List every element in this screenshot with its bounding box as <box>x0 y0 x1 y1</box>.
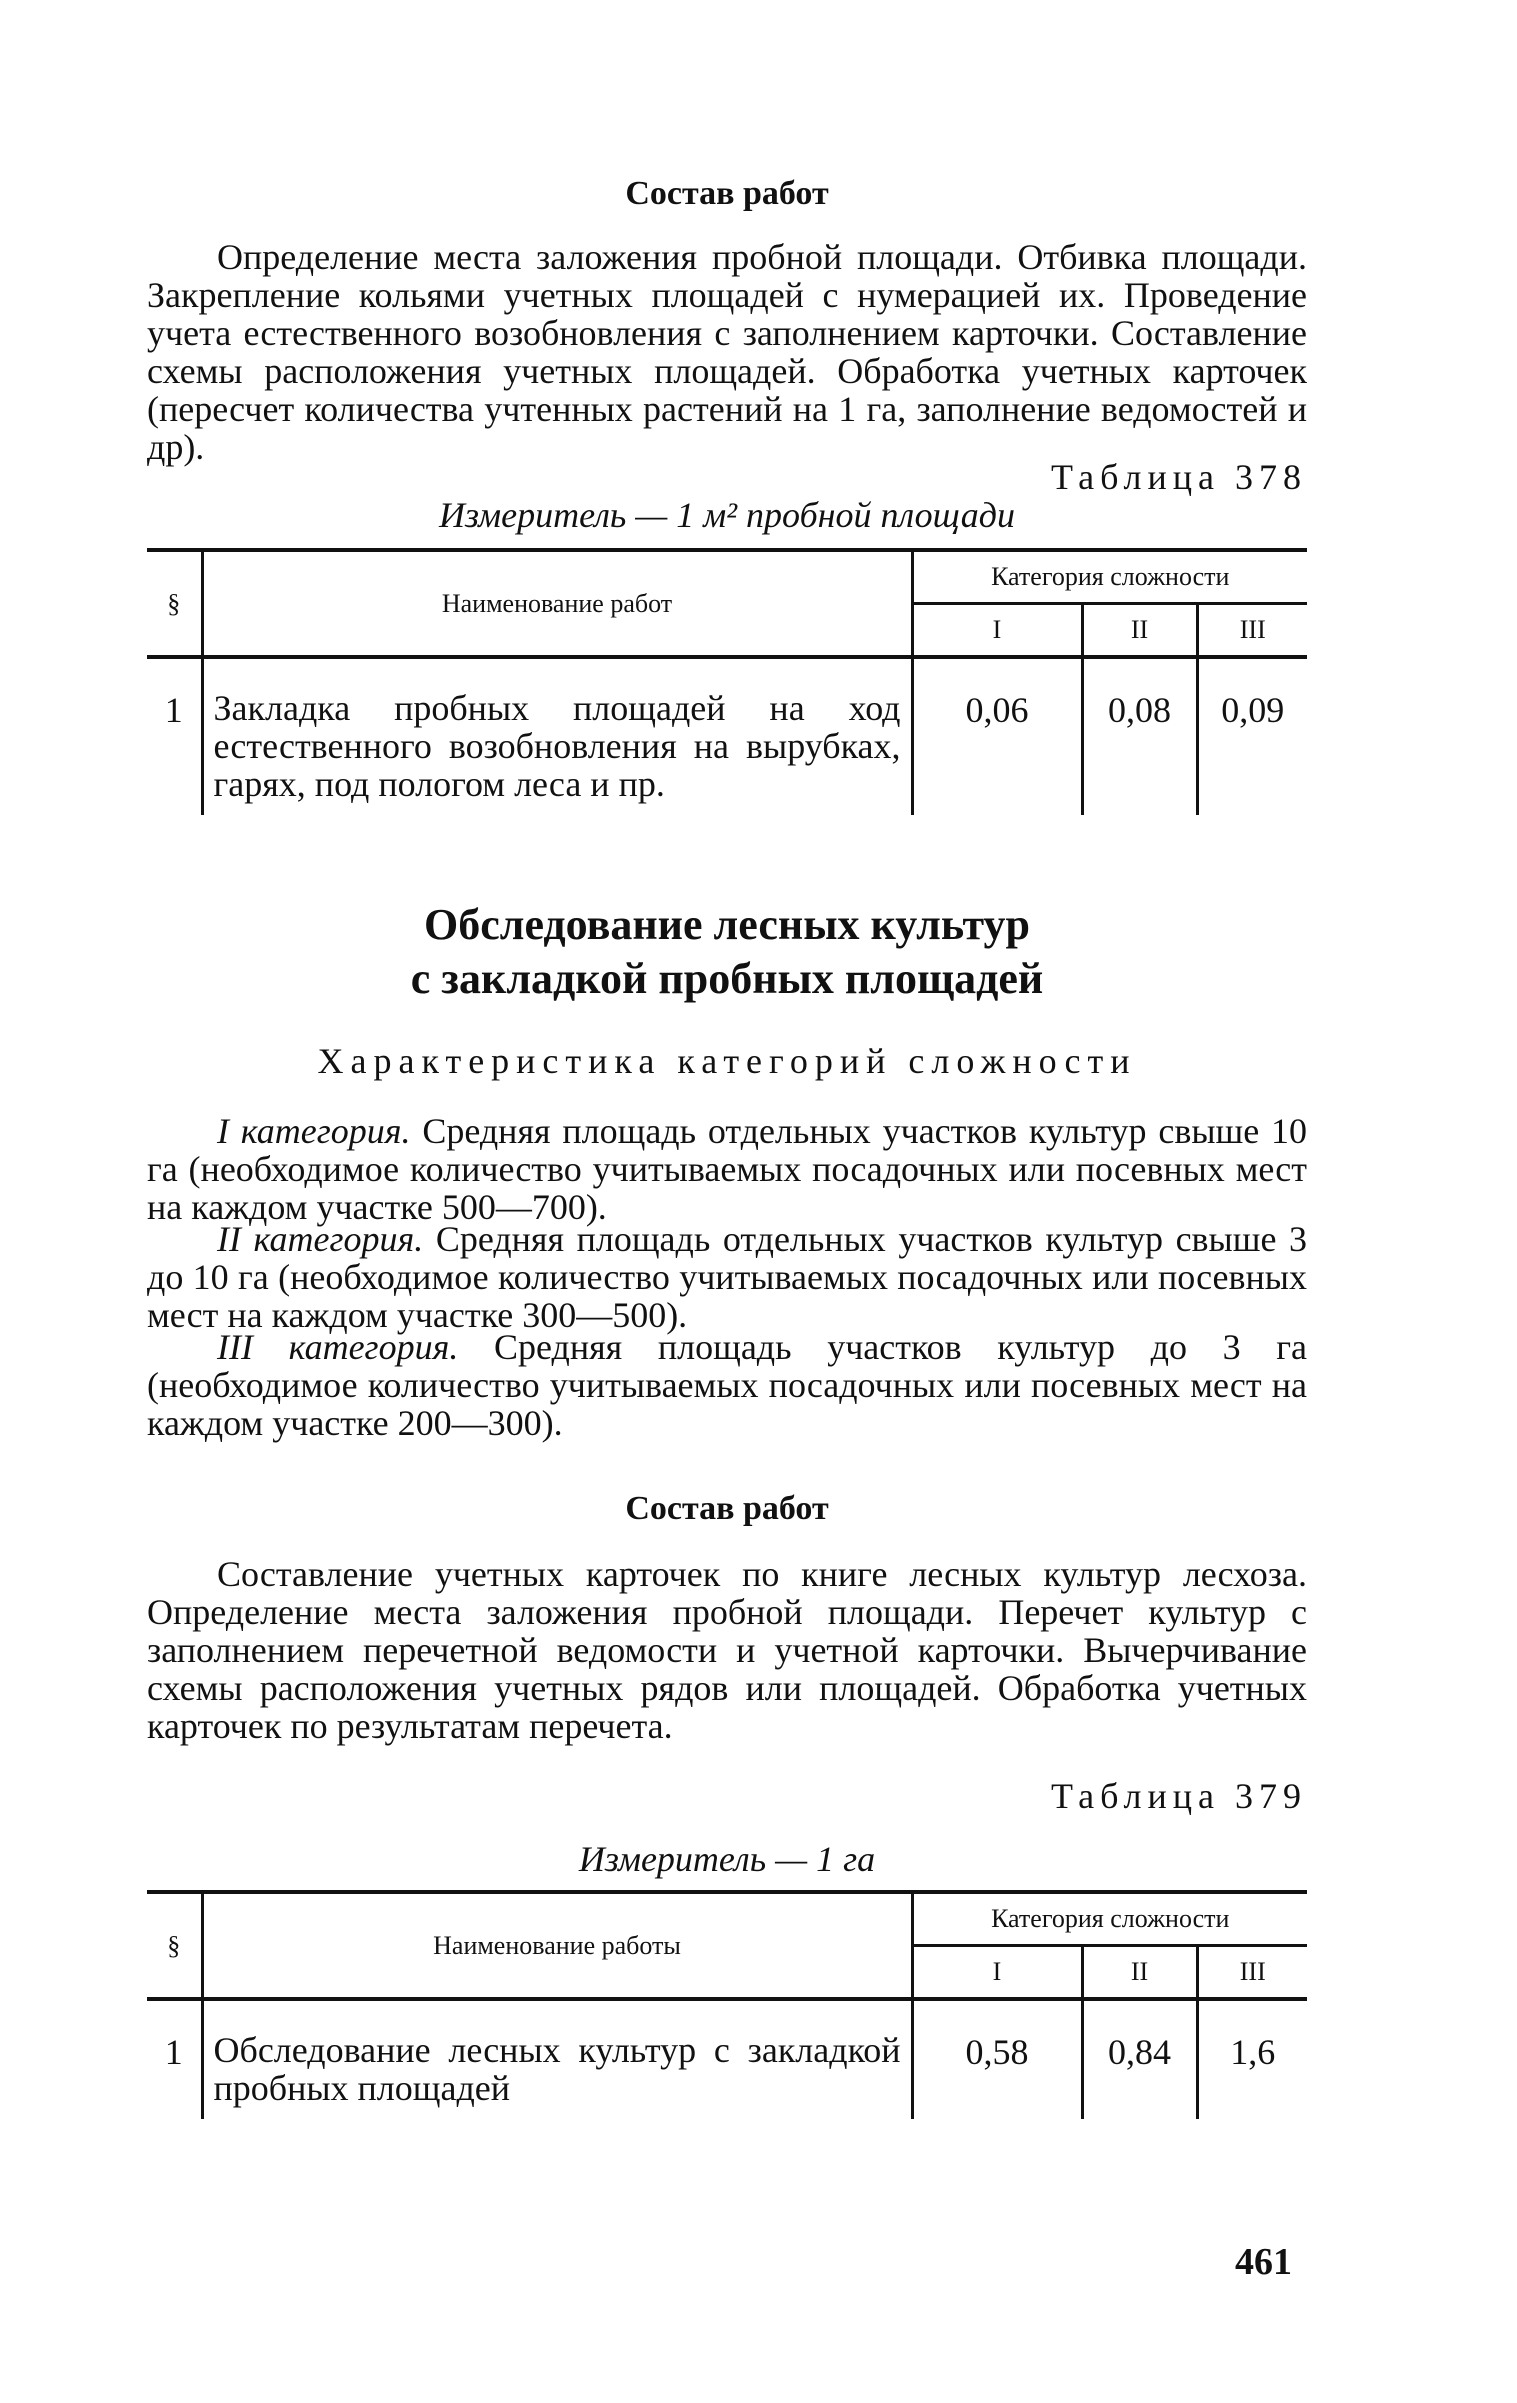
table378-label: Таблица 378 <box>1051 457 1307 497</box>
categories-heading: Характеристика категорий сложности <box>317 1041 1137 1081</box>
category-3-text: Средняя площадь участков культур до 3 га (необходимое количество учитываемых посадочных или посевных мест на каждом участке 200—300). <box>147 1327 1308 1443</box>
table378-header-cat2: II <box>1082 604 1197 658</box>
category-2 <box>147 1220 1307 1334</box>
table378 <box>147 548 1307 815</box>
table378-row-v2: 0,08 <box>1082 657 1197 815</box>
section2-text: Составление учетных карточек по книге лесных культур лесхоза. Определение места заложения пробной площади. Перечет культур с заполнением перечетной ведомости и учетной карточки. Вычерчивание схемы расположения учетных рядов или площадей. Обработка учетных карточек по результатам перечета. <box>147 1554 1307 1746</box>
table379-header-category: Категория сложности <box>912 1892 1307 1946</box>
table378-unit: Измеритель — 1 м² пробной площади <box>439 495 1015 535</box>
table379-header-num: § <box>147 1892 202 1999</box>
table-row <box>147 1999 1307 2119</box>
table379-row-v2: 0,84 <box>1082 1999 1197 2119</box>
main-heading-line2: с закладкой пробных площадей <box>410 954 1044 1003</box>
table378-header-num: § <box>147 550 202 657</box>
table379-header-name: Наименование работы <box>202 1892 912 1999</box>
table378-row-num: 1 <box>164 690 183 730</box>
section2-heading: Состав работ <box>625 1490 829 1527</box>
table378-header-category: Категория сложности <box>912 550 1307 604</box>
table379-row-v1: 0,58 <box>912 1999 1082 2119</box>
table379-header-cat3: III <box>1197 1946 1307 2000</box>
main-heading-line1: Обследование лесных культур <box>424 900 1030 949</box>
category-3-label: III категория. <box>217 1327 459 1367</box>
table378-grid <box>147 548 1307 815</box>
table378-header-cat3: III <box>1197 604 1307 658</box>
table378-row-name: Закладка пробных площадей на ход естественного возобновления на вырубках, гарях, под пологом леса и пр. <box>202 657 912 815</box>
table378-row-v1: 0,06 <box>912 657 1082 815</box>
category-3 <box>147 1328 1307 1442</box>
table379-label: Таблица 379 <box>1051 1776 1307 1816</box>
main-heading <box>147 898 1307 1006</box>
category-1 <box>147 1112 1307 1226</box>
category-2-label: II категория. <box>217 1219 424 1259</box>
table379-row-name: Обследование лесных культур с закладкой пробных площадей <box>202 1999 912 2119</box>
table379-unit: Измеритель — 1 га <box>578 1839 876 1879</box>
table379-header-cat1: I <box>912 1946 1082 2000</box>
section1-heading: Состав работ <box>625 175 829 212</box>
table379-grid <box>147 1890 1307 2119</box>
table-row <box>147 657 1307 815</box>
category-1-label: I категория. <box>217 1111 411 1151</box>
table379 <box>147 1890 1307 2119</box>
table378-header-name: Наименование работ <box>202 550 912 657</box>
category-2-text: Средняя площадь отдельных участков культур свыше 3 до 10 га (необходимое количество учитываемых посадочных или посевных мест на каждом участке 300—500). <box>147 1219 1308 1335</box>
table379-row-v3: 1,6 <box>1197 1999 1307 2119</box>
table378-row-v3: 0,09 <box>1197 657 1307 815</box>
table379-row-num: 1 <box>164 2032 183 2072</box>
page-number: 461 <box>1235 2241 1292 2283</box>
section1-text: Определение места заложения пробной площади. Отбивка площади. Закрепление кольями учетных площадей с нумерацией их. Проведение учета естественного возобновления с заполнением карточки. Составление схемы расположения учетных площадей. Обработка учетных карточек (пересчет количества учтенных растений на 1 га, заполнение ведомостей и др). <box>147 237 1307 467</box>
category-1-text: Средняя площадь отдельных участков культур свыше 10 га (необходимое количество учитываемых посадочных или посевных мест на каждом участке 500—700). <box>147 1111 1308 1227</box>
table379-header-cat2: II <box>1082 1946 1197 2000</box>
table378-header-cat1: I <box>912 604 1082 658</box>
